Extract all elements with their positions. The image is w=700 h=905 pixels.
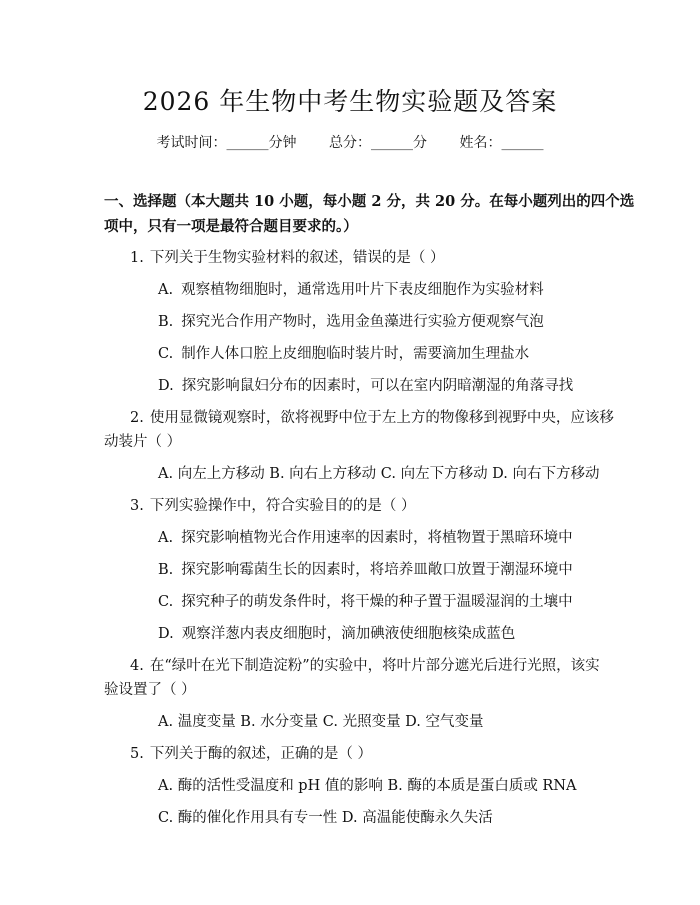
q5-options-line2: C. 酶的催化作用具有专一性 D. 高温能使酶永久失活 — [158, 810, 493, 826]
question-5: 5. 下列关于酶的叙述，正确的是（ ） — [130, 746, 372, 762]
q1-option-c: C. 制作人体口腔上皮细胞临时装片时，需要滴加生理盐水 — [158, 346, 530, 362]
question-text: 下列关于生物实验材料的叙述，错误的是（ ） — [149, 250, 445, 266]
exam-score: 总分：______分 — [329, 135, 427, 151]
exam-meta — [0, 132, 700, 152]
question-3: 3. 下列实验操作中，符合实验目的的是（ ） — [130, 498, 416, 514]
question-1 — [130, 246, 444, 267]
q1-option-b: B. 探究光合作用产物时，选用金鱼藻进行实验方便观察气泡 — [158, 314, 544, 330]
question-number: 1. — [130, 250, 144, 266]
question-2-continued: 动装片（ ） — [104, 434, 182, 450]
exam-time: 考试时间：______分钟 — [156, 135, 297, 151]
page-title: 2026 年生物中考生物实验题及答案 — [142, 87, 558, 116]
q3-option-c: C. 探究种子的萌发条件时，将干燥的种子置于温暖湿润的土壤中 — [158, 594, 573, 610]
q1-option-d: D. 探究影响鼠妇分布的因素时，可以在室内阴暗潮湿的角落寻找 — [158, 378, 574, 394]
exam-name: 姓名：______ — [459, 135, 544, 151]
q1-option-a: A. 观察植物细胞时，通常选用叶片下表皮细胞作为实验材料 — [158, 282, 544, 298]
q3-option-a: A. 探究影响植物光合作用速率的因素时，将植物置于黑暗环境中 — [158, 530, 573, 546]
question-4: 4. 在“绿叶在光下制造淀粉”的实验中，将叶片部分遮光后进行光照，该实 — [130, 658, 600, 674]
question-2: 2. 使用显微镜观察时，欲将视野中位于左上方的物像移到视野中央，应该移 — [130, 410, 614, 426]
q3-option-d: D. 观察洋葱内表皮细胞时，滴加碘液使细胞核染成蓝色 — [158, 626, 516, 642]
q4-options: A. 温度变量 B. 水分变量 C. 光照变量 D. 空气变量 — [158, 714, 484, 730]
q2-options: A. 向左上方移动 B. 向右上方移动 C. 向左下方移动 D. 向右下方移动 — [158, 466, 600, 482]
q5-options-line1: A. 酶的活性受温度和 pH 值的影响 B. 酶的本质是蛋白质或 RNA — [158, 778, 577, 794]
section-heading-line2: 项中，只有一项是最符合题目要求的。） — [104, 218, 358, 235]
section-heading-line1: 一、选择题（本大题共 10 小题，每小题 2 分，共 20 分。在每小题列出的四个选 — [104, 193, 635, 210]
q3-option-b: B. 探究影响霉菌生长的因素时，将培养皿敞口放置于潮湿环境中 — [158, 562, 573, 578]
question-4-continued: 验设置了（ ） — [104, 682, 196, 698]
